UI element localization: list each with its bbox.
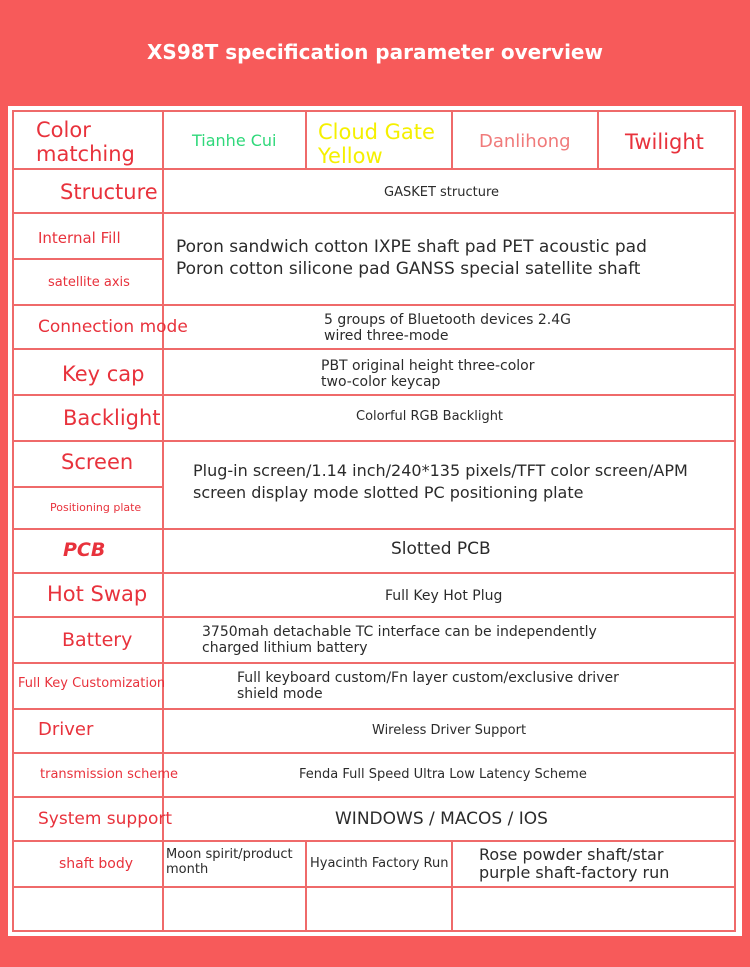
key-cap-value-line1: PBT original height three-color	[321, 358, 535, 374]
rose-line2: purple shaft-factory run	[479, 863, 670, 883]
color-option-danlihong: Danlihong	[479, 131, 571, 152]
key-cap-value	[321, 358, 534, 390]
battery-value	[202, 624, 597, 656]
color-matching-label-line2: matching	[36, 142, 135, 167]
grid-cell	[305, 886, 453, 932]
positioning-plate-label: Positioning plate	[50, 501, 142, 514]
positioning-plate-value: screen display mode slotted PC positioning plate	[193, 483, 584, 502]
structure-value: GASKET structure	[384, 185, 500, 200]
shaft-hyacinth: Hyacinth Factory Run	[310, 856, 449, 871]
page-title: XS98T specification parameter overview	[147, 40, 603, 64]
screen-value: Plug-in screen/1.14 inch/240*135 pixels/TFT color screen/APM	[193, 461, 688, 480]
shaft-body-label: shaft body	[59, 856, 133, 872]
structure-label: Structure	[60, 180, 158, 204]
color-matching-label	[36, 118, 135, 166]
hot-swap-value: Full Key Hot Plug	[385, 588, 503, 604]
screen-label: Screen	[61, 450, 134, 474]
driver-label: Driver	[38, 719, 94, 740]
internal-fill-value: Poron sandwich cotton IXPE shaft pad PET acoustic pad	[176, 237, 647, 257]
system-support-value: WINDOWS / MACOS / IOS	[335, 809, 548, 829]
spec-table	[8, 106, 742, 936]
satellite-axis-value: Poron cotton silicone pad GANSS special satellite shaft	[176, 259, 641, 279]
shaft-rose-powder	[479, 846, 669, 883]
color-matching-label-line1: Color	[36, 118, 91, 142]
pcb-value: Slotted PCB	[391, 539, 491, 559]
customization-value-line2: shield mode	[237, 686, 323, 703]
key-cap-value-line2: two-color keycap	[321, 374, 441, 391]
backlight-value: Colorful RGB Backlight	[356, 409, 504, 424]
connection-value-line2: wired three-mode	[324, 328, 449, 345]
battery-value-line1: 3750mah detachable TC interface can be independently	[202, 624, 597, 640]
yellow-line: Yellow	[318, 144, 383, 169]
battery-value-line2: charged lithium battery	[202, 640, 368, 657]
internal-fill-label: Internal Fill	[38, 229, 121, 247]
rose-line1: Rose powder shaft/star	[479, 845, 664, 864]
shaft-moon-spirit	[166, 848, 293, 878]
satellite-axis-label: satellite axis	[48, 275, 130, 290]
connection-mode-value	[324, 312, 571, 344]
battery-label: Battery	[62, 629, 133, 651]
grid-cell	[12, 886, 164, 932]
transmission-scheme-value: Fenda Full Speed Ultra Low Latency Scheme	[299, 767, 587, 782]
system-support-label: System support	[38, 809, 173, 829]
connection-value-line1: 5 groups of Bluetooth devices 2.4G	[324, 312, 571, 328]
driver-value: Wireless Driver Support	[372, 723, 527, 738]
moon-line1: Moon spirit/product	[166, 847, 293, 862]
full-key-customization-label: Full Key Customization	[18, 676, 166, 691]
pcb-label: PCB	[63, 539, 106, 561]
backlight-label: Backlight	[63, 406, 161, 430]
color-option-cloud-gate-yellow	[318, 120, 435, 168]
full-key-customization-value	[237, 670, 619, 702]
customization-value-line1: Full keyboard custom/Fn layer custom/exclusive driver	[237, 670, 619, 686]
key-cap-label: Key cap	[62, 362, 145, 386]
cloud-gate-line: Cloud Gate	[318, 120, 435, 144]
hot-swap-label: Hot Swap	[47, 582, 148, 606]
transmission-scheme-label: transmission scheme	[40, 767, 178, 782]
connection-mode-label: Connection mode	[38, 317, 188, 337]
color-option-twilight: Twilight	[625, 130, 704, 154]
grid-cell	[162, 886, 307, 932]
color-option-tianhe-cui: Tianhe Cui	[192, 131, 277, 150]
moon-line2: month	[166, 861, 209, 877]
grid-cell	[451, 886, 736, 932]
